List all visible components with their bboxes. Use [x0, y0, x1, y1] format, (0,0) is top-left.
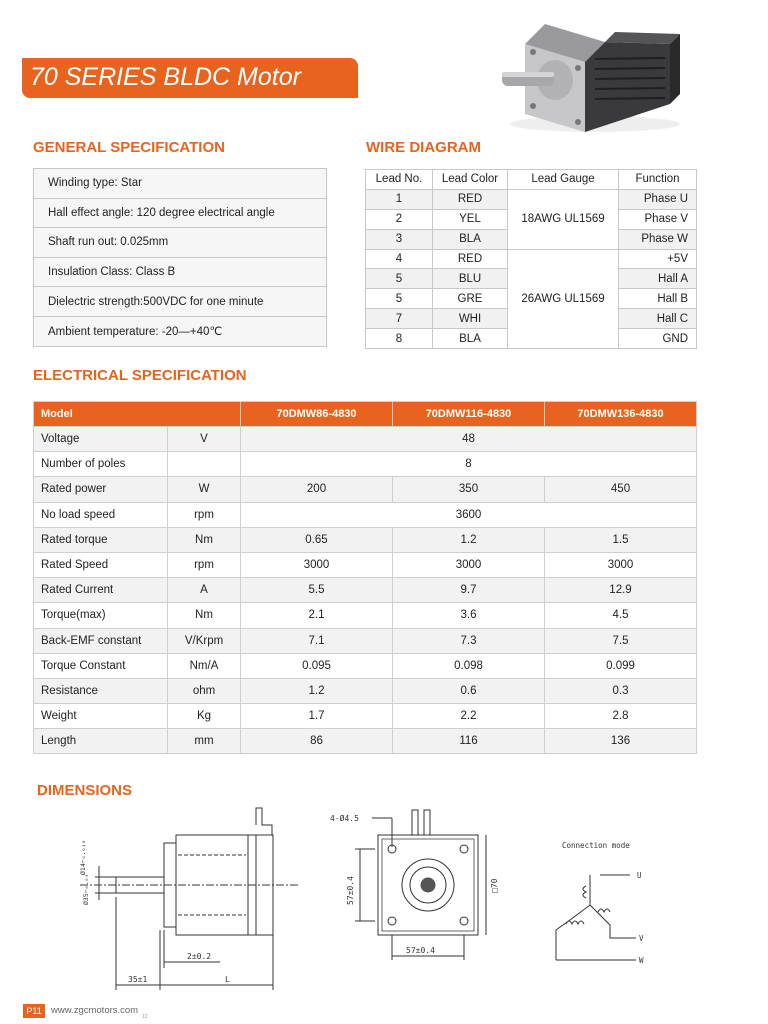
param-value: 2.8: [545, 704, 697, 729]
table-row: [34, 452, 697, 477]
param-unit: A: [168, 578, 241, 603]
website-link[interactable]: www.zgcmotors.com: [51, 1005, 139, 1016]
param-value: 7.1: [241, 628, 393, 653]
flange-size-label: □70: [490, 878, 499, 893]
param-name: Length: [34, 729, 168, 754]
lead-color: YEL: [433, 209, 508, 229]
table-row: [34, 477, 697, 502]
pilot-diameter-label: Ø35−₀.₀₅: [82, 873, 90, 905]
param-value: 0.65: [241, 527, 393, 552]
lead-function: Hall C: [619, 309, 697, 329]
lead-color: RED: [433, 189, 508, 209]
general-spec-heading: GENERAL SPECIFICATION: [33, 139, 225, 156]
lead-no: 8: [366, 329, 433, 349]
param-name: Back-EMF constant: [34, 628, 168, 653]
table-row: [34, 578, 697, 603]
param-value: 8: [241, 452, 697, 477]
param-value: 0.095: [241, 653, 393, 678]
param-value: 450: [545, 477, 697, 502]
table-row: [34, 228, 327, 258]
param-name: Voltage: [34, 427, 168, 452]
table-row: [34, 704, 697, 729]
param-name: Rated Speed: [34, 552, 168, 577]
col-function: Function: [619, 170, 697, 190]
bolt-vertical-label: 57±0.4: [346, 876, 355, 905]
lead-no: 3: [366, 229, 433, 249]
param-value: 0.099: [545, 653, 697, 678]
lead-color: BLA: [433, 329, 508, 349]
table-row: [366, 189, 697, 209]
param-value: 0.3: [545, 678, 697, 703]
param-value: 200: [241, 477, 393, 502]
param-name: Weight: [34, 704, 168, 729]
col-model-116: 70DMW116-4830: [393, 402, 545, 427]
table-row: [34, 316, 327, 346]
param-unit: V: [168, 427, 241, 452]
param-name: Resistance: [34, 678, 168, 703]
lead-function: GND: [619, 329, 697, 349]
param-unit: V/Krpm: [168, 628, 241, 653]
front-view: [355, 810, 486, 960]
connection-mode-title: Connection mode: [562, 841, 630, 850]
page-title: 70 SERIES BLDC Motor: [30, 63, 301, 91]
table-row: [34, 653, 697, 678]
spec-item: Shaft run out: 0.025mm: [34, 228, 327, 258]
lead-function: +5V: [619, 249, 697, 269]
param-name: No load speed: [34, 502, 168, 527]
param-unit: [168, 452, 241, 477]
motor-image: [500, 14, 685, 134]
param-value: 4.5: [545, 603, 697, 628]
table-row: [34, 502, 697, 527]
spec-item: Hall effect angle: 120 degree electrical angle: [34, 198, 327, 228]
lead-no: 4: [366, 249, 433, 269]
param-value: 0.6: [393, 678, 545, 703]
table-row: [34, 552, 697, 577]
lead-function: Hall A: [619, 269, 697, 289]
param-unit: mm: [168, 729, 241, 754]
param-value: 350: [393, 477, 545, 502]
param-value: 3.6: [393, 603, 545, 628]
param-value: 48: [241, 427, 697, 452]
param-value: 3000: [393, 552, 545, 577]
table-row: [34, 729, 697, 754]
col-model: Model: [34, 402, 241, 427]
spec-item: Winding type: Star: [34, 169, 327, 199]
param-value: 1.7: [241, 704, 393, 729]
page-number: P11: [23, 1004, 45, 1018]
bolt-horizontal-label: 57±0.4: [406, 946, 435, 955]
col-lead-gauge: Lead Gauge: [508, 170, 619, 190]
col-model-86: 70DMW86-4830: [241, 402, 393, 427]
col-lead-color: Lead Color: [433, 170, 508, 190]
lead-function: Phase W: [619, 229, 697, 249]
lead-color: WHI: [433, 309, 508, 329]
lead-w-label: W: [639, 956, 644, 965]
param-unit: W: [168, 477, 241, 502]
lead-no: 5: [366, 269, 433, 289]
param-unit: ohm: [168, 678, 241, 703]
lead-function: Phase U: [619, 189, 697, 209]
table-row: [34, 257, 327, 287]
electrical-spec-heading: ELECTRICAL SPECIFICATION: [33, 367, 247, 384]
table-header-row: [366, 170, 697, 190]
param-value: 86: [241, 729, 393, 754]
param-unit: Nm/A: [168, 653, 241, 678]
param-unit: rpm: [168, 552, 241, 577]
lead-color: RED: [433, 249, 508, 269]
param-value: 2.2: [393, 704, 545, 729]
pilot-length-label: 2±0.2: [187, 952, 212, 961]
param-value: 3000: [241, 552, 393, 577]
footer-subscript: 12: [142, 1014, 148, 1020]
shaft-length-label: 35±1: [128, 975, 148, 984]
table-row: [34, 198, 327, 228]
spec-item: Ambient temperature: -20—+40℃: [34, 316, 327, 346]
lead-u-label: U: [637, 871, 642, 880]
param-unit: Nm: [168, 527, 241, 552]
table-row: [34, 169, 327, 199]
param-value: 3000: [545, 552, 697, 577]
table-row: [34, 527, 697, 552]
lead-color: BLA: [433, 229, 508, 249]
lead-no: 1: [366, 189, 433, 209]
table-row: [366, 249, 697, 269]
general-spec-table: [33, 168, 327, 347]
param-name: Rated power: [34, 477, 168, 502]
table-row: [34, 628, 697, 653]
lead-no: 7: [366, 309, 433, 329]
param-value: 2.1: [241, 603, 393, 628]
dimension-drawings: [0, 800, 768, 1000]
param-value: 1.2: [393, 527, 545, 552]
table-row: [34, 427, 697, 452]
lead-function: Phase V: [619, 209, 697, 229]
spec-item: Dielectric strength:500VDC for one minute: [34, 287, 327, 317]
wire-diagram-heading: WIRE DIAGRAM: [366, 139, 481, 156]
col-lead-no: Lead No.: [366, 170, 433, 190]
param-value: 136: [545, 729, 697, 754]
shaft-diameter-label: Ø14−₀.₀₁₈: [79, 839, 87, 875]
param-unit: rpm: [168, 502, 241, 527]
dimensions-heading: DIMENSIONS: [37, 782, 133, 799]
param-name: Torque(max): [34, 603, 168, 628]
lead-color: BLU: [433, 269, 508, 289]
body-length-label: L: [225, 975, 230, 984]
param-name: Torque Constant: [34, 653, 168, 678]
lead-function: Hall B: [619, 289, 697, 309]
param-value: 1.2: [241, 678, 393, 703]
param-unit: Nm: [168, 603, 241, 628]
connection-diagram: [556, 875, 636, 960]
col-model-136: 70DMW136-4830: [545, 402, 697, 427]
electrical-spec-table: [33, 401, 697, 754]
param-value: 5.5: [241, 578, 393, 603]
lead-gauge: 18AWG UL1569: [508, 189, 619, 249]
spec-item: Insulation Class: Class B: [34, 257, 327, 287]
table-row: [34, 603, 697, 628]
table-row: [34, 678, 697, 703]
param-name: Number of poles: [34, 452, 168, 477]
mounting-holes-label: 4-Ø4.5: [330, 814, 359, 823]
param-value: 7.3: [393, 628, 545, 653]
table-header-row: [34, 402, 697, 427]
param-name: Rated Current: [34, 578, 168, 603]
param-value: 12.9: [545, 578, 697, 603]
param-value: 3600: [241, 502, 697, 527]
param-value: 7.5: [545, 628, 697, 653]
param-value: 0.098: [393, 653, 545, 678]
lead-v-label: V: [639, 934, 644, 943]
lead-color: GRE: [433, 289, 508, 309]
param-value: 116: [393, 729, 545, 754]
param-unit: Kg: [168, 704, 241, 729]
lead-no: 5: [366, 289, 433, 309]
param-name: Rated torque: [34, 527, 168, 552]
table-row: [34, 287, 327, 317]
param-value: 1.5: [545, 527, 697, 552]
wire-diagram-table: [365, 169, 697, 349]
side-view: [80, 808, 300, 990]
param-value: 9.7: [393, 578, 545, 603]
lead-gauge: 26AWG UL1569: [508, 249, 619, 348]
lead-no: 2: [366, 209, 433, 229]
